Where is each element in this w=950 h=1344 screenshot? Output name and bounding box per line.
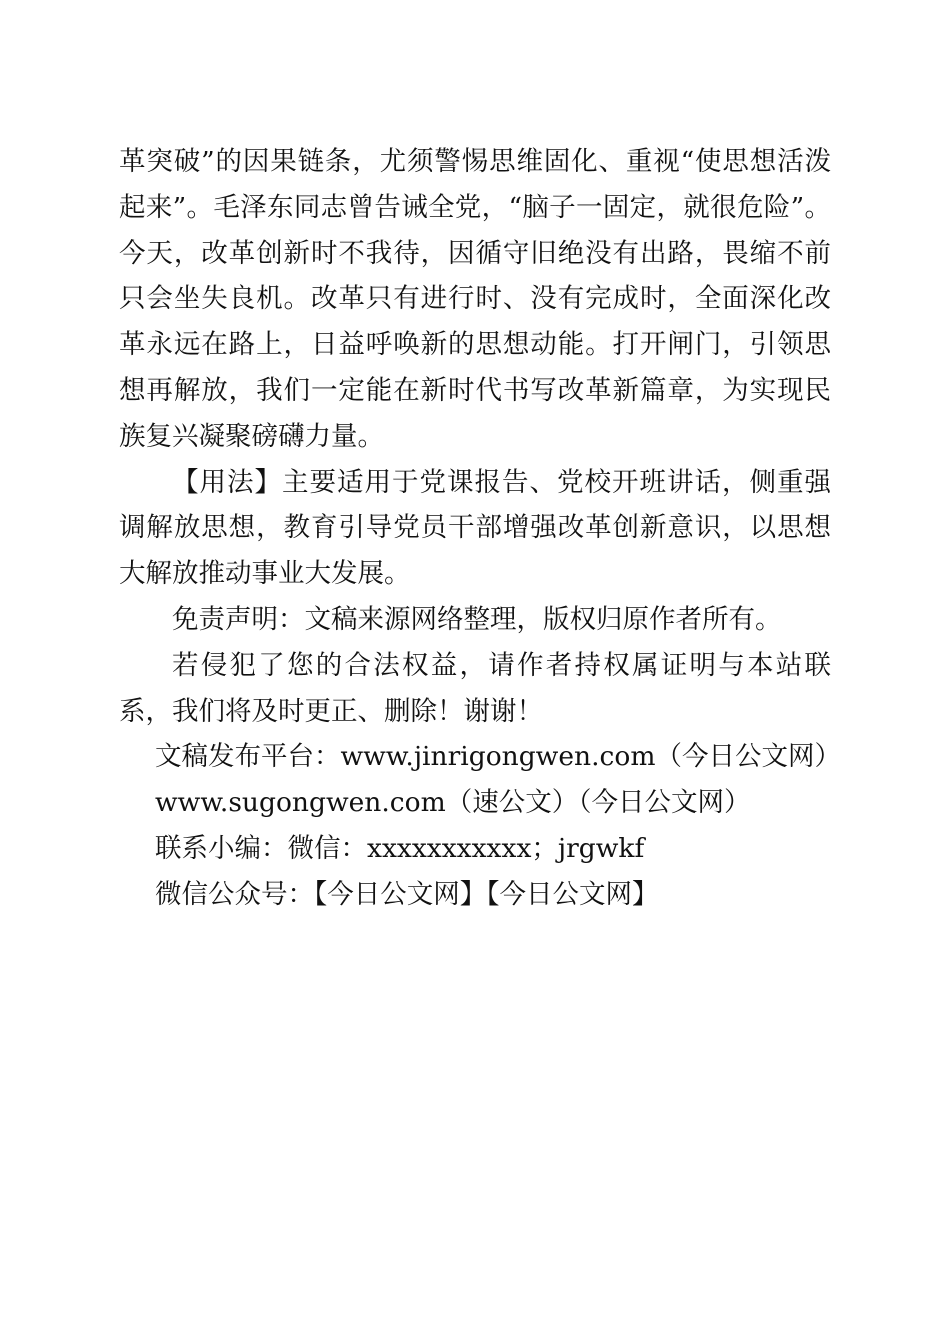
usage-paragraph: 【用法】主要适用于党课报告、党校开班讲话，侧重强调解放思想，教育引导党员干部增强改革创新意识，以思想大解放推动事业大发展。 [119, 466, 831, 590]
contact-line: 联系小编：微信：xxxxxxxxxxx；jrgwkf [155, 832, 645, 864]
document-body [119, 139, 841, 918]
disclaimer-paragraph: 免责声明：文稿来源网络整理，版权归原作者所有。 [172, 603, 782, 635]
infringement-paragraph: 若侵犯了您的合法权益，请作者持权属证明与本站联系，我们将及时更正、删除！谢谢！ [119, 649, 831, 727]
wechat-account-line: 微信公众号：【今日公文网】【今日公文网】 [155, 878, 659, 910]
publish-platform-line: 文稿发布平台：www.jinrigongwen.com（今日公文网） [155, 741, 841, 773]
website-line: www.sugongwen.com（速公文）（今日公文网） [155, 787, 751, 819]
continued-paragraph: 革突破”的因果链条，尤须警惕思维固化、重视“使思想活泼起来”。毛泽东同志曾告诫全党，“脑子一固定，就很危险”。今天，改革创新时不我待，因循守旧绝没有出路，畏缩不前只会坐失良机。改革只有进行时、没有完成时，全面深化改革永远在路上，日益呼唤新的思想动能。打开闸门，引领思想再解放，我们一定能在新时代书写改革新篇章，为实现民族复兴凝聚磅礴力量。 [119, 146, 831, 452]
